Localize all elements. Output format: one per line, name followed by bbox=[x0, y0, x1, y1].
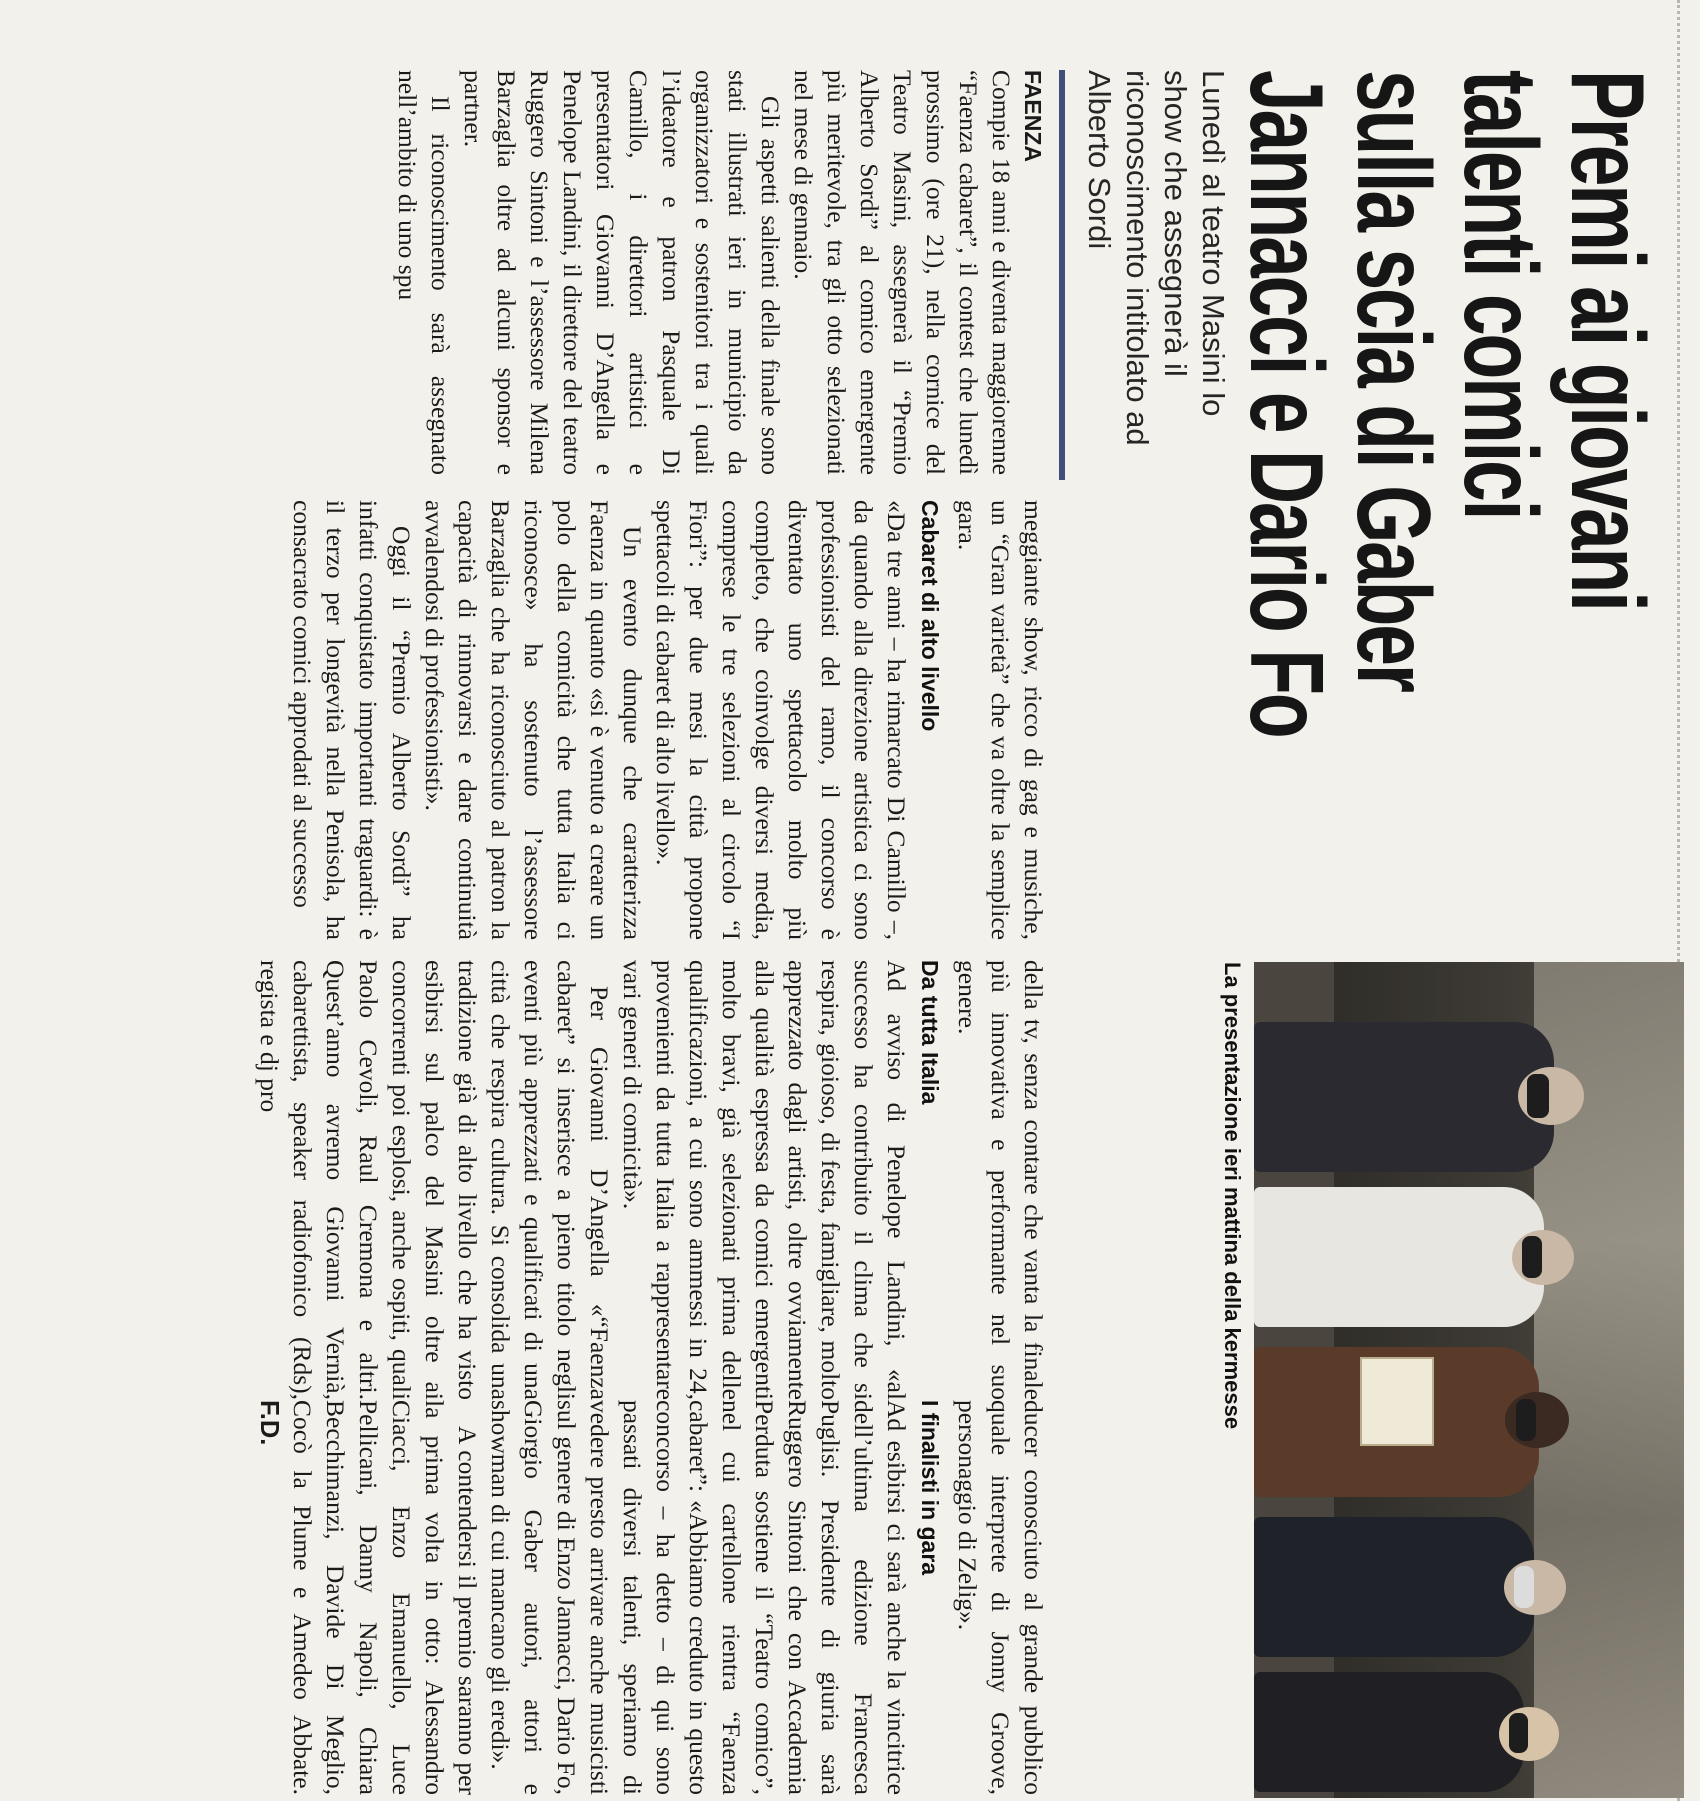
section-title: Da tutta Italia bbox=[917, 960, 943, 1105]
section-title: I finalisti in gara bbox=[917, 1400, 943, 1576]
photo-mask-3 bbox=[1516, 1399, 1536, 1441]
section-title: Cabaret di alto livello bbox=[917, 500, 943, 732]
article-column-4 bbox=[252, 1400, 1050, 1795]
paragraph: Gli aspetti salienti della finale sono stati illustrati ieri in municipio da organizzatori e sostenitori tra i quali l’ideatore e patron Pasquale Di Camillo, i direttori artistici e presentatori Giovanni D’Angella e Penelope Landini, il direttore del teatro Ruggero Sintoni e l’assessore Milena Barzaglia oltre ad alcuni sponsor e partner. bbox=[459, 70, 785, 475]
photo-person-1 bbox=[1254, 1022, 1554, 1172]
paragraph-text: A contendersi il premio saranno per la prima volta in otto: Alessandro Ciacci, Enzo Emanuello, Luce Pellicani, Danny Napoli, Chiara Becchimanzi, Davide Di Meglio, Cocò la Plume e Amedeo Abbate. bbox=[288, 1400, 482, 1795]
paragraph: Un evento dunque che caratterizza Faenza in quanto «si è venuto a creare un polo della comicità che tutta Italia ci riconosce» ha sostenuto l’assessore Barzaglia che ha riconosciuto al patron la capacità di rinnovarsi e dare continuità avvalendosi di professionisti». bbox=[420, 500, 647, 940]
photo-caption: La presentazione ieri mattina della kermesse bbox=[1220, 962, 1245, 1430]
photo-certificate bbox=[1360, 1357, 1434, 1446]
photo-mask-5 bbox=[1509, 1713, 1528, 1753]
dateline: FAENZA bbox=[1020, 70, 1046, 162]
paragraph: ducer conosciuto al grande pubblico quale interprete di Jonny Groove, personaggio di Zelig». bbox=[953, 1400, 1048, 1795]
paragraph: meggiante show, ricco di gag e musiche, un “Gran varietà” che va oltre la semplice gara. bbox=[953, 500, 1048, 940]
photo-head-3 bbox=[1505, 1392, 1569, 1448]
subheadline: Lunedì al teatro Masini lo show che assegnerà il riconoscimento intitolato ad Alberto Sordi bbox=[1082, 70, 1231, 446]
headline bbox=[1228, 70, 1665, 956]
photo-mask-4 bbox=[1514, 1566, 1534, 1608]
paragraph: Il riconoscimento sarà assegnato nell’ambito di uno spu bbox=[393, 70, 455, 475]
article-column-3 bbox=[253, 960, 1050, 1400]
photo-mask-2 bbox=[1522, 1236, 1542, 1278]
paragraph: della tv, senza contare che vanta la finale più innovativa e performante nel suo genere. bbox=[953, 960, 1048, 1400]
paragraph: Oggi il “Premio Alberto Sordi” ha infatti conquistato importanti traguardi: è il terzo per longevità nella Penisola, ha consacrato comici approdati al successo bbox=[288, 500, 416, 940]
paragraph: Ad esibirsi ci sarà anche la vincitrice dell’ultima edizione Francesca Puglisi. Presidente di giuria sarà Ruggero Sintoni che con Accademia Perduta sostiene il “Teatro comico”, nel cui cartellone rientra “Faenza cabaret”: «Abbiamo creduto in questo concorso – ha detto – di qui sono passati diversi talenti, speriamo di vedere presto arrivare anche musicisti sul genere di Enzo Jannacci, Dario Fo, Giorgio Gaber autori, attori e showman di cui mancano gli eredi». bbox=[486, 1400, 911, 1795]
photo-head-5 bbox=[1499, 1707, 1559, 1761]
paragraph: «Da tre anni – ha rimarcato Di Camillo –, da quando alla direzione artistica ci sono professionisti del ramo, il concorso è diventato uno spettacolo molto più completo, che coinvolge diversi media, comprese le tre selezioni al circolo “I Fiori”: per due mesi la città propone spettacoli di cabaret di alto livello». bbox=[651, 500, 911, 940]
headline-line-3: sulla scia di Gaber bbox=[1335, 70, 1451, 691]
headline-line-1: Premi ai giovani bbox=[1549, 70, 1665, 610]
event-photo bbox=[1254, 962, 1684, 1798]
paragraph: Compie 18 anni e diventa maggiorenne “Faenza cabaret”, il contest che lunedì prossimo (ore 21), nella cornice del Teatro Masini, assegnerà il “Premio Alberto Sordi” al comico emergente più meritevole, tra gli otto selezionati nel mese di gennaio. bbox=[789, 70, 1016, 475]
paragraph: Ad avviso di Penelope Landini, «al successo ha contribuito il clima che si respira, gioioso, di festa, famigliare, molto apprezzato dagli artisti, oltre ovviamente alla qualità espressa da comici emergenti molto bravi, già selezionati prima delle qualificazioni, a cui sono ammessi in 24, provenienti da tutta Italia a rappresentare vari generi di comicità». bbox=[618, 960, 911, 1400]
paragraph: Per Giovanni D’Angella «“Faenza cabaret” si inserisce a pieno titolo negli eventi più apprezzati e qualificati di una città che respira cultura. Si consolida una tradizione già di alto livello che ha visto esibirsi sul palco del Masini oltre ai concorrenti poi esplosi, anche ospiti, quali Paolo Cevoli, Raul Cremona e altri. Quest’anno avremo Giovanni Vernià, cabarettista, speaker radiofonico (Rds), regista e dj pro bbox=[255, 960, 614, 1400]
photo-person-4 bbox=[1254, 1517, 1534, 1657]
photo-person-5 bbox=[1254, 1672, 1524, 1792]
section-rule bbox=[1059, 70, 1065, 480]
headline-line-4: Jannacci e Dario Fo bbox=[1228, 70, 1344, 737]
paragraph bbox=[252, 1400, 484, 1795]
author-signature: F.D. bbox=[255, 1400, 283, 1446]
headline-line-2: talenti comici bbox=[1442, 70, 1558, 519]
photo-mask-1 bbox=[1527, 1074, 1549, 1118]
article-column-1 bbox=[391, 70, 1048, 475]
article-column-2 bbox=[286, 500, 1050, 940]
photo-person-2 bbox=[1254, 1187, 1544, 1327]
